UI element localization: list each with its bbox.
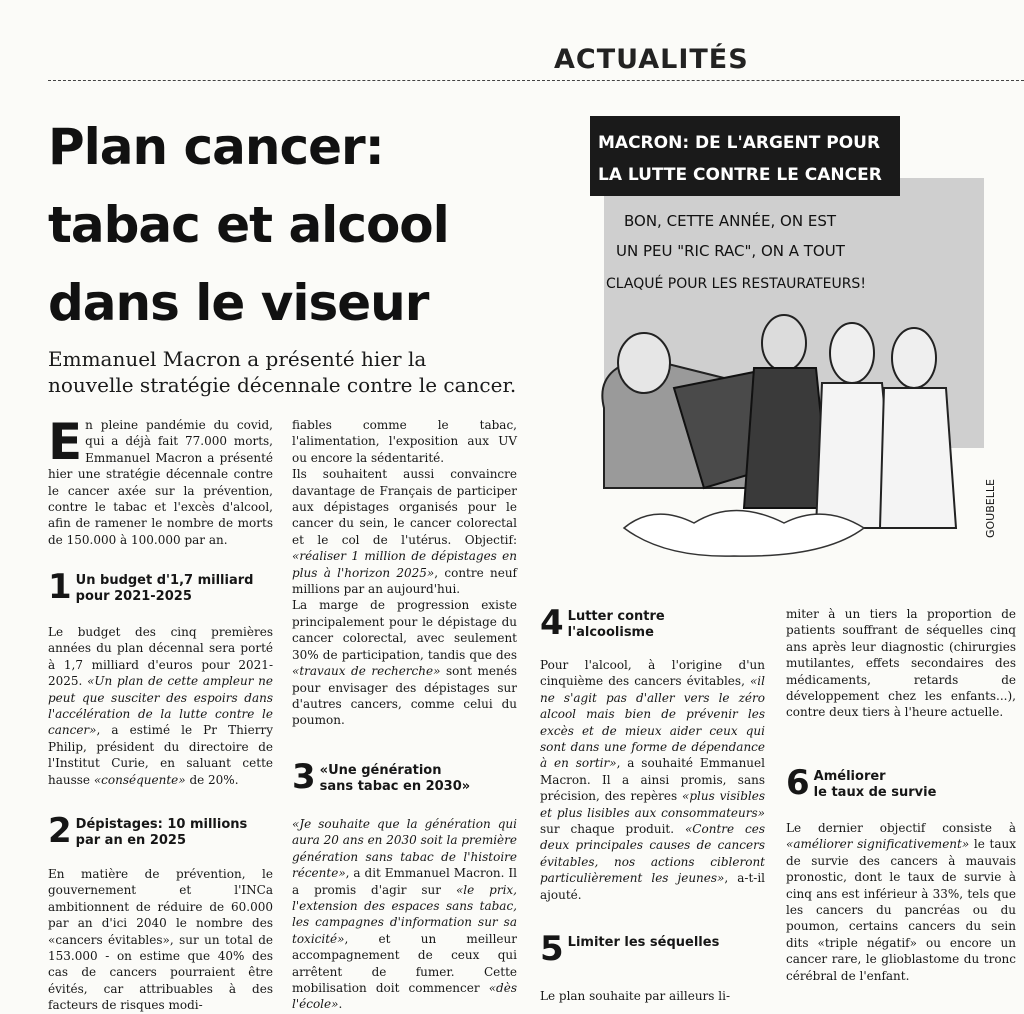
standfirst-line: Emmanuel Macron a présenté hier la — [48, 347, 427, 371]
headline-line: Plan cancer: — [48, 118, 384, 176]
minister-head — [762, 315, 806, 371]
subhead-number: 2 — [48, 811, 72, 851]
subhead-5 — [540, 929, 765, 969]
intro-text: n pleine pandémie du covid, qui a déjà fait 77.000 morts, Emmanuel Macron a présenté hier une stratégie décennale contre le cancer axée sur la prévention, contre le tabac et l'excès d'alcool, afin de ramener le nombre de morts de 150.000 à 100.000 par an. — [48, 418, 273, 547]
subhead-title-line: Dépistages: 10 millions — [75, 817, 248, 832]
section-2-paragraph: En matière de prévention, le gouvernement et l'INCa ambitionnent de réduire de 60.000 par an d'ici 2040 le nombre des «cancers évitables», sur un total de 153.000 - on estime que 40% des cas de cancers pourraient être évités, car attribuables à des facteurs de risques modi- — [48, 867, 273, 1013]
section-6-paragraph — [786, 820, 1016, 984]
subhead-4 — [540, 603, 765, 643]
subhead-number: 3 — [292, 757, 316, 797]
subhead-title — [320, 760, 471, 795]
body-text: , contre neuf millions par an aujourd'hui. — [292, 565, 517, 597]
subhead-title — [76, 814, 248, 849]
quote-text: «Contre ces deux principales causes de cancers évitables, nos actions cibleront particulièrement les jeunes» — [540, 822, 765, 886]
body-text: , a-t-il ajouté. — [540, 871, 766, 902]
subhead-number: 4 — [540, 603, 564, 643]
body-text: , et un meilleur accompagnement de ceux qui arrêtent de fumer. Cette mobilisation doit commencer — [292, 931, 517, 996]
section-6-body — [786, 820, 1016, 984]
cartoon-caption-line: LA LUTTE CONTRE LE CANCER — [598, 165, 882, 185]
column-2-paragraph — [292, 597, 517, 728]
subhead-title-line: Améliorer — [813, 769, 886, 784]
editorial-cartoon — [584, 108, 1004, 570]
subhead-number: 1 — [48, 567, 72, 607]
drop-cap: E — [48, 413, 83, 471]
doctor-head — [830, 323, 874, 383]
body-text: , a souhaité Emmanuel Macron. Il a ainsi promis, sans précision, des repères — [540, 756, 765, 804]
quote-text: «il ne s'agit pas d'aller vers le zéro alcool mais bien de prévenir les excès et de mieux aider ceux qui sont dans une forme de dépendance à en sortir» — [540, 674, 765, 771]
cartoon-drawing — [584, 108, 1004, 570]
subhead-2 — [48, 811, 273, 851]
section-4-paragraph — [540, 657, 765, 903]
subhead-title-line: Un budget d'1,7 milliard — [75, 573, 254, 588]
cloud-shape — [624, 511, 864, 557]
subhead-number: 6 — [786, 763, 810, 803]
quote-text: «conséquente» — [93, 772, 186, 787]
body-text: sur chaque produit. — [540, 822, 685, 837]
standfirst — [48, 346, 568, 398]
quote-text: «plus visibles et plus lisibles aux consommateurs» — [540, 789, 765, 820]
quote-text: «Je souhaite que la génération qui aura 20 ans en 2030 soit la première génération sans tabac de l'histoire récente» — [292, 817, 517, 881]
patient-head — [618, 333, 670, 393]
subhead-3 — [292, 757, 517, 797]
section-5-body — [540, 988, 765, 1004]
cartoonist-signature: GOUBELLE — [984, 479, 997, 538]
column-2 — [292, 417, 517, 729]
body-text: , a dit Emmanuel Macron. Il a promis d'agir sur — [292, 866, 517, 897]
quote-text: «travaux de recherche» — [292, 664, 441, 679]
intro-paragraph — [48, 413, 273, 548]
subhead-title — [568, 606, 665, 641]
subhead-title — [76, 570, 254, 605]
subhead-title-line: «Une génération — [319, 763, 442, 778]
speech-bubble-line: BON, CETTE ANNÉE, ON EST — [624, 212, 836, 230]
quote-text: «améliorer significativement» — [786, 837, 970, 852]
subhead-title — [568, 932, 720, 951]
section-3-body — [292, 816, 517, 1013]
cartoon-caption-line: MACRON: DE L'ARGENT POUR — [598, 133, 881, 153]
body-text: Ils souhaitent aussi convaincre davantage de Français de participer aux dépistages organisés pour le cancer du sein, le cancer colorectal et le col de l'utérus. Objectif: — [292, 467, 517, 547]
quote-text: «dès l'école» — [292, 981, 517, 1012]
section-title: ACTUALITÉS — [554, 44, 749, 75]
subhead-6 — [786, 763, 1016, 803]
headline — [48, 108, 568, 342]
subhead-title-line: pour 2021-2025 — [75, 589, 192, 604]
section-1-body — [48, 624, 273, 788]
section-4-body — [540, 657, 765, 903]
subhead-title-line: par an en 2025 — [75, 833, 187, 848]
subhead-1 — [48, 567, 273, 607]
speech-bubble-line: CLAQUÉ POUR LES RESTAURATEURS! — [606, 276, 866, 292]
subhead-title — [814, 766, 937, 801]
column-4-paragraph: miter à un tiers la proportion de patients souffrant de séquelles cinq ans après leur diagnostic (chirurgies mutilantes, effets secondaires des médicaments, retards de développement chez les enfants...), contre deux tiers à l'heure actuelle. — [786, 607, 1016, 720]
section-3-paragraph — [292, 816, 517, 1013]
body-text: Le budget des cinq premières années du plan décennal sera porté à 1,7 milliard d'euros pour 2021-2025. — [48, 625, 273, 689]
body-text: Le dernier objectif consiste à — [786, 821, 1016, 835]
quote-text: «réaliser 1 million de dépistages en plus à l'horizon 2025» — [292, 549, 517, 580]
section-2-body — [48, 866, 273, 1014]
body-text: . — [338, 997, 343, 1012]
body-text: le taux de survie des cancers à mauvais pronostic, dont le taux de survie à cinq ans est inférieur à 33%, tels que les cancers du pancréas ou du poumon, certains cancers du sein dits «triple négatif» ou encore un cancer rare, le glioblastome du tronc cérébral de l'enfant. — [786, 837, 1016, 983]
body-text: , a estimé le Pr Thierry Philip, président du directoire de l'Institut Curie, en saluant cette hausse — [48, 723, 273, 787]
body-text: La marge de progression existe principalement pour le dépistage du cancer colorectal, avec seulement 30% de participation, tandis que des — [292, 598, 517, 662]
column-2-paragraph: fiables comme le tabac, l'alimentation, l'exposition aux UV ou encore la sédentarité. — [292, 418, 517, 465]
subhead-title-line: Lutter contre — [567, 609, 665, 624]
column-1 — [48, 413, 273, 548]
subhead-title-line: sans tabac en 2030» — [319, 779, 471, 794]
header-rule — [48, 80, 1024, 81]
column-2-paragraph — [292, 466, 517, 597]
quote-text: «Un plan de cette ampleur ne peut que susciter des espoirs dans l'accélération de la lutte contre le cancer» — [48, 674, 273, 738]
column-4 — [786, 606, 1016, 721]
body-text: Pour l'alcool, à l'origine d'un cinquième des cancers évitables, — [540, 658, 765, 689]
doctor-head — [892, 328, 936, 388]
section-5-paragraph: Le plan souhaite par ailleurs li- — [540, 989, 730, 1003]
quote-text: «le prix, l'extension des espaces sans tabac, les campagnes d'information sur sa toxicité» — [292, 882, 517, 946]
headline-line: tabac et alcool — [48, 196, 449, 254]
doctor-body — [880, 388, 956, 528]
speech-bubble-line: UN PEU "RIC RAC", ON A TOUT — [616, 242, 845, 260]
subhead-title-line: Limiter les séquelles — [567, 935, 720, 950]
headline-line: dans le viseur — [48, 274, 429, 332]
subhead-title-line: l'alcoolisme — [567, 625, 654, 640]
standfirst-line: nouvelle stratégie décennale contre le cancer. — [48, 373, 517, 397]
body-text: sont menés pour envisager des dépistages sur d'autres cancers, comme celui du poumon. — [292, 664, 517, 728]
body-text: de 20%. — [185, 772, 239, 787]
subhead-number: 5 — [540, 929, 564, 969]
subhead-title-line: le taux de survie — [813, 785, 937, 800]
section-1-paragraph — [48, 624, 273, 788]
